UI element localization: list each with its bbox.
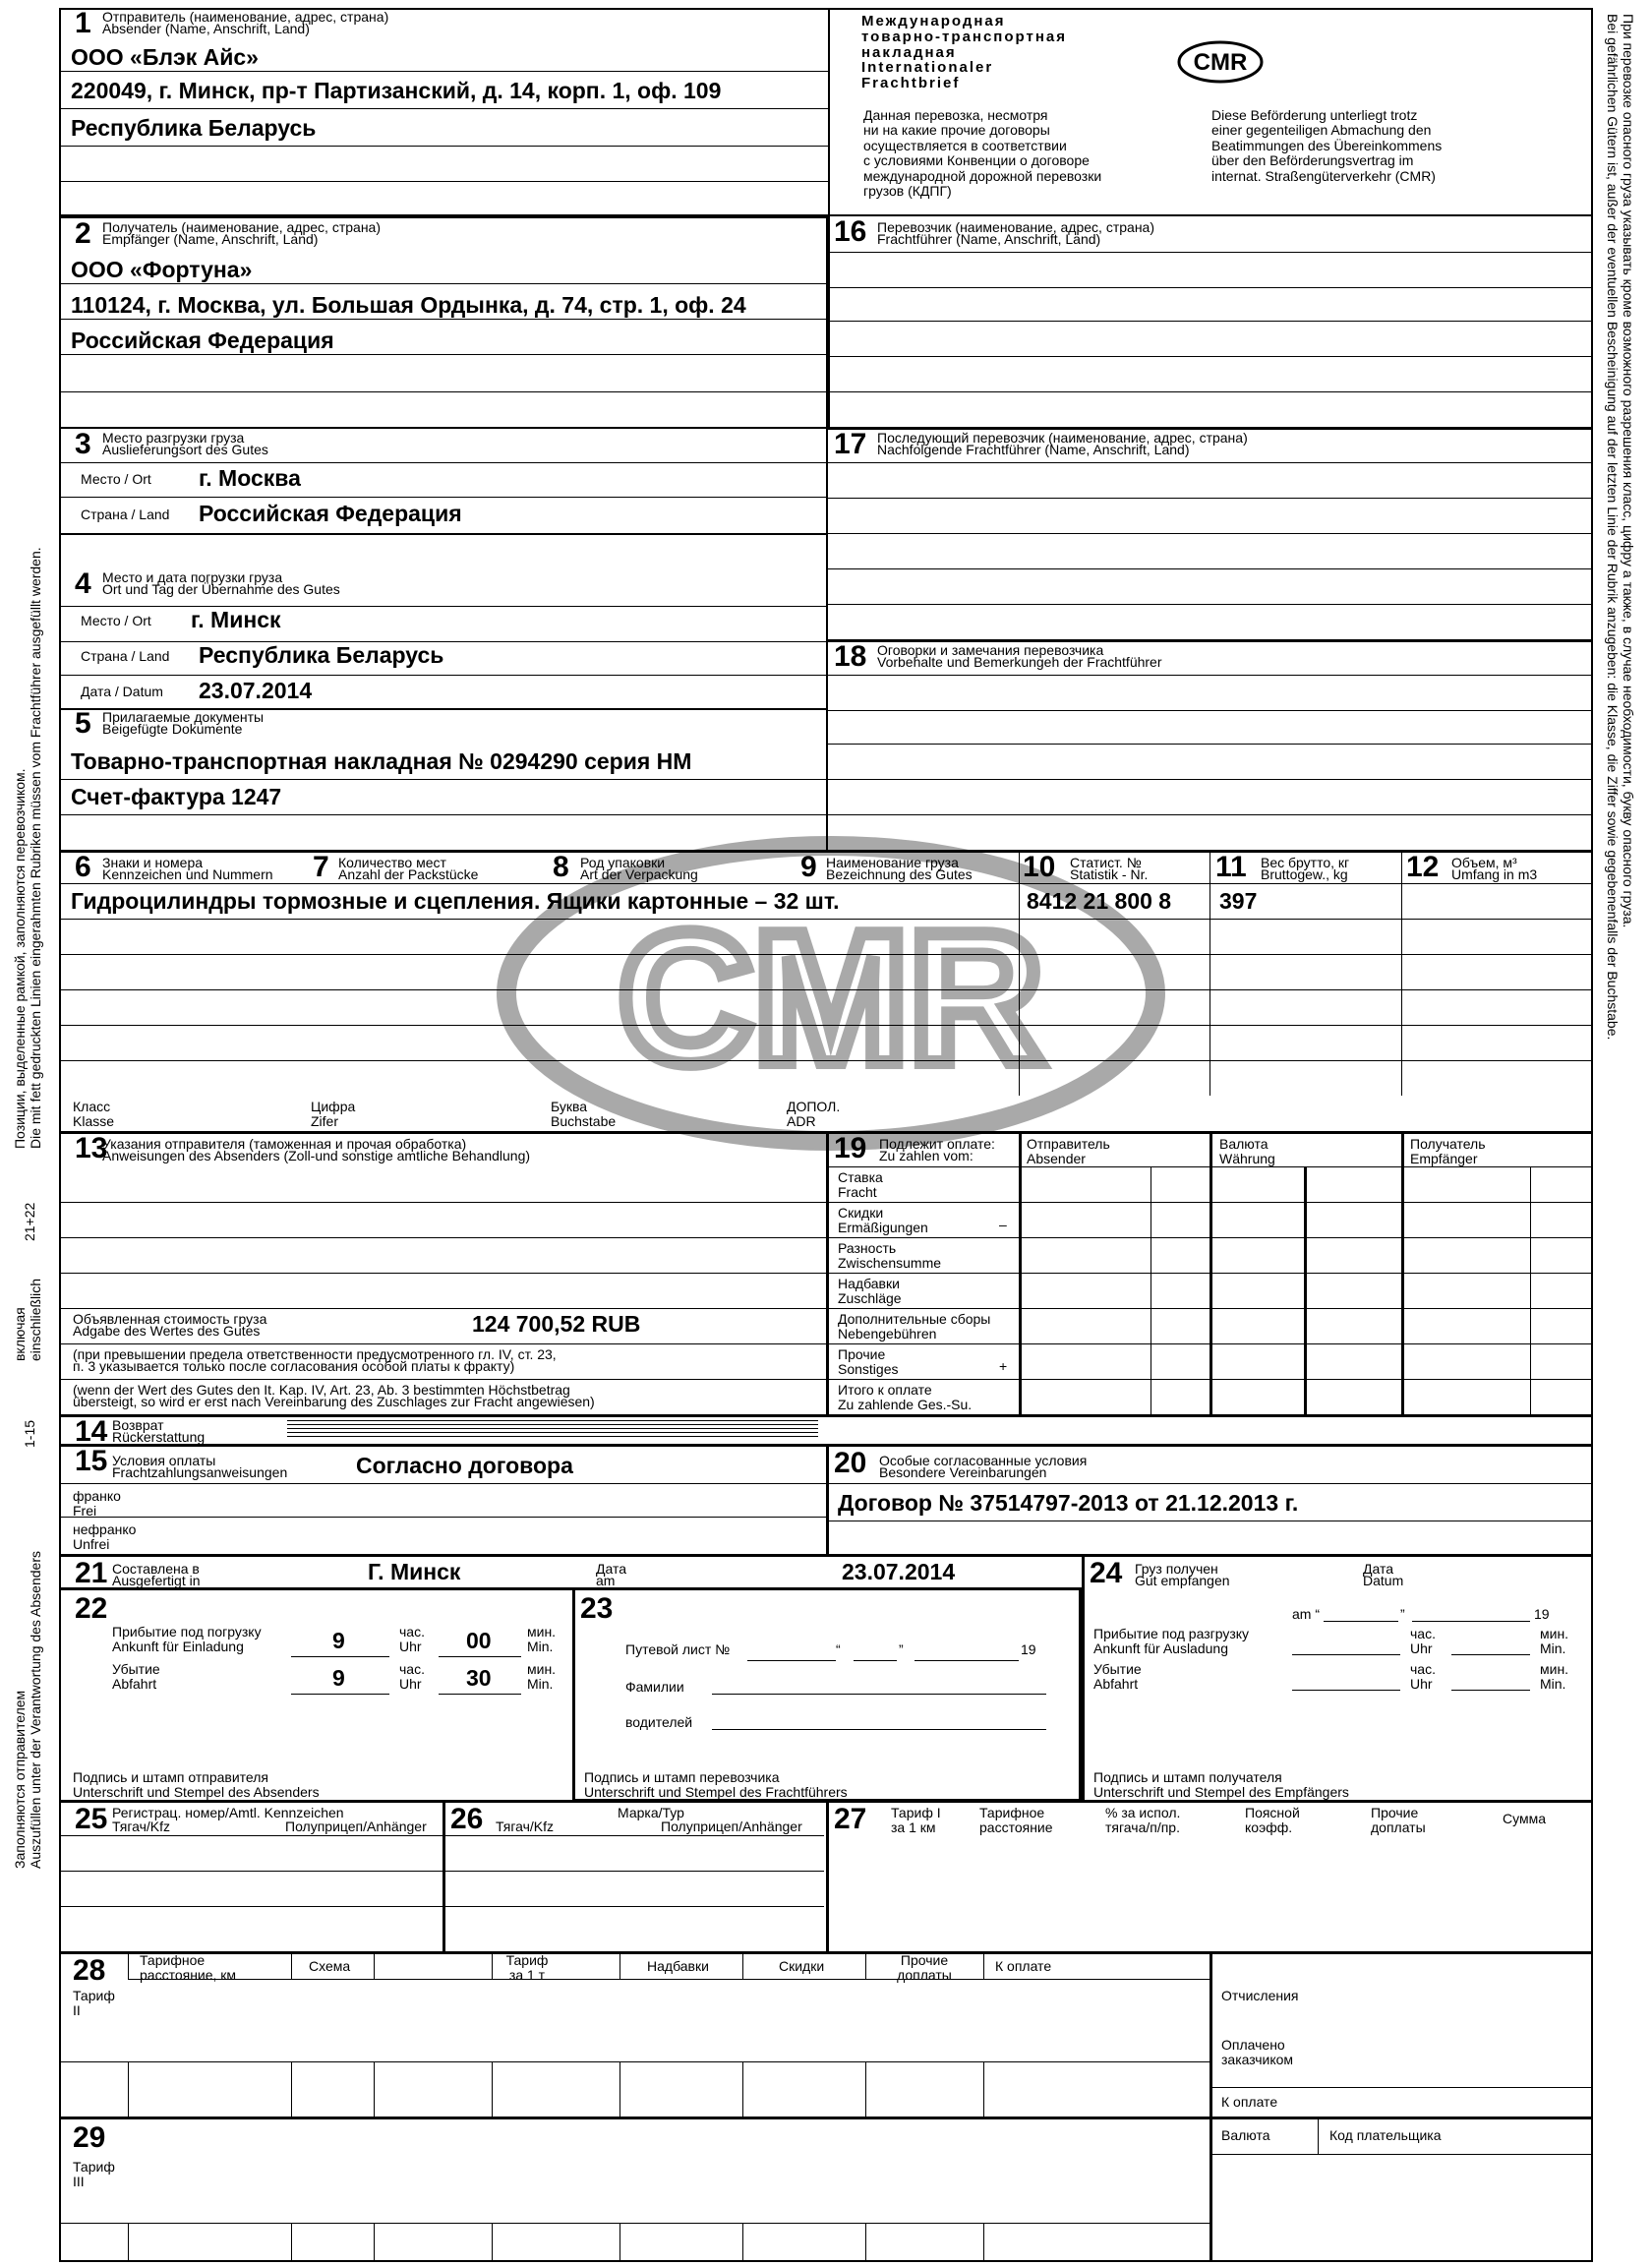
issued-date: 23.07.2014 (842, 1559, 956, 1584)
sender-name: ООО «Блэк Айс» (71, 44, 259, 70)
field-16-label-ru: Перевозчик (наименование, адрес, страна) (877, 219, 1154, 235)
consignee-signature-label: Подпись и штамп получателя Unterschrift und Stempel des Empfängers (1093, 1769, 1349, 1800)
field-14-label-de: Rückerstattung (112, 1429, 206, 1445)
declared-value-label-ru: Объявленная стоимость груза (73, 1311, 267, 1327)
field-15-label-de: Frachtzahlungsanweisungen (112, 1464, 288, 1480)
carrier-signature-label: Подпись и штамп перевозчика Unterschrift und Stempel des Frachtführers (584, 1769, 848, 1800)
field-1-label-de: Absender (Name, Anschrift, Land) (102, 21, 310, 36)
year-suffix: 19 (1534, 1606, 1550, 1622)
field-27-number: 27 (834, 1803, 867, 1835)
usage-percent-header: % за испол. тягача/п/пр. (1105, 1805, 1181, 1835)
arrival-hour: 9 (332, 1628, 345, 1653)
departure-hour: 9 (332, 1665, 345, 1691)
minute-label: мин. Min. (1540, 1626, 1569, 1656)
currency-header: Валюта Währung (1219, 1136, 1275, 1166)
surcharges-header: Надбавки (647, 1958, 709, 1974)
field-4-number: 4 (75, 567, 91, 600)
field-4-date-label: Дата / Datum (81, 684, 163, 699)
to-pay-label: К оплате (1221, 2094, 1278, 2110)
quote-close: ” (1400, 1606, 1405, 1622)
margin-note-left-d: 1-15 (22, 1419, 37, 1448)
charge-row-sign: + (999, 1358, 1008, 1374)
field-9-number: 9 (800, 851, 817, 883)
scheme-header: Схема (309, 1958, 351, 1974)
charge-row: Разность Zwischensumme (838, 1240, 942, 1271)
field-3-country-label: Страна / Land (81, 507, 170, 522)
declared-value-label-de: Adgabe des Wertes des Gutes (73, 1323, 261, 1339)
field-24-label-de: Gut empfangen (1135, 1573, 1230, 1588)
hour-label: час. Uhr (1410, 1661, 1436, 1692)
field-24-number: 24 (1090, 1557, 1123, 1589)
sender-country: Республика Беларусь (71, 115, 317, 141)
deductions-label: Отчисления (1221, 1988, 1299, 2003)
names-label: Фамилии (625, 1679, 684, 1695)
margin-note-left-e: Заполняются отправителем Auszufüllen unter der Verantwortung des Absenders (12, 1551, 44, 1869)
field-5-label-de: Beigefügte Dokumente (102, 721, 243, 737)
consignee-name: ООО «Фортуна» (71, 257, 253, 282)
field-20-number: 20 (834, 1447, 867, 1479)
field-7-number: 7 (313, 851, 329, 883)
field-13-note-2: п. 3 указывается только после согласования особой платы к фракту) (73, 1358, 515, 1374)
field-1-label-ru: Отправитель (наименование, адрес, страна) (102, 9, 389, 25)
field-18-number: 18 (834, 640, 867, 673)
charge-row: Прочие Sonstiges (838, 1346, 899, 1377)
margin-note-left-c: включая einschließlich (12, 1278, 44, 1361)
hour-label: час. Uhr (399, 1661, 425, 1692)
field-14-label-ru: Возврат (112, 1417, 164, 1433)
other-surcharges-header: Прочие доплаты (1371, 1805, 1426, 1835)
field-3-number: 3 (75, 428, 91, 460)
hour-label: час. Uhr (399, 1624, 425, 1654)
charge-row: Надбавки Zuschläge (838, 1276, 902, 1306)
departure-label: Убытие Abfahrt (112, 1661, 160, 1692)
loading-date: 23.07.2014 (199, 678, 313, 703)
hour-label: час. Uhr (1410, 1626, 1436, 1656)
arrival-unloading-label: Прибытие под разгрузку Ankunft für Ausladung (1093, 1626, 1250, 1656)
to-pay-header: К оплате (995, 1958, 1052, 1974)
field-13-label-ru: Указания отправителя (таможенная и прочая обработка) (102, 1136, 467, 1152)
field-24-date-label-ru: Дата (1363, 1561, 1394, 1577)
attached-doc-1: Товарно-транспортная накладная № 0294290 серия НМ (71, 748, 692, 774)
unloading-place: г. Москва (199, 465, 301, 491)
franco-label: франко Frei (73, 1488, 121, 1519)
field-18-label-de: Vorbehalte und Bemerkungeh der Frachtführer (877, 654, 1162, 670)
issued-place: Г. Минск (368, 1559, 461, 1584)
field-28-number: 28 (73, 1954, 106, 1987)
field-17-number: 17 (834, 428, 867, 460)
other-charges-header: Прочие доплаты (897, 1952, 952, 1983)
field-24-date-label-de: Datum (1363, 1573, 1404, 1588)
payer-sender-header: Отправитель Absender (1027, 1136, 1110, 1166)
field-13-note-3: (wenn der Wert des Gutes den It. Kap. IV, Art. 23, Ab. 3 bestimmten Höchstbetrag (73, 1382, 570, 1398)
tariff-1-header: Тариф I за 1 км (891, 1805, 941, 1835)
drivers-label: водителей (625, 1714, 693, 1730)
tariff-2-label: Тариф II (73, 1988, 115, 2018)
adr-additional: ДОПОЛ. ADR (787, 1099, 841, 1129)
discounts-header: Скидки (779, 1958, 825, 1974)
field-21-label-de: Ausgefertigt in (112, 1573, 201, 1588)
special-agreements: Договор № 37514797-2013 от 21.12.2013 г. (838, 1490, 1299, 1516)
attached-doc-2: Счет-фактура 1247 (71, 784, 282, 809)
field-25-trailer: Полуприцеп/Anhänger (285, 1819, 427, 1834)
adr-letter: Буква Buchstabe (551, 1099, 617, 1129)
waybill-label: Путевой лист № (625, 1641, 731, 1657)
field-7-label-de: Anzahl der Packstücke (338, 866, 479, 882)
nonfranco-label: нефранко Unfrei (73, 1521, 137, 1552)
field-4-label-de: Ort und Tag der Übernahme des Gutes (102, 581, 340, 597)
field-8-label-de: Art der Verpackung (580, 866, 698, 882)
field-9-label-ru: Наименование груза (826, 855, 959, 870)
field-11-number: 11 (1215, 851, 1247, 883)
field-21-date-label-de: am (596, 1573, 616, 1588)
charge-row: Скидки Ermäßigungen (838, 1205, 928, 1235)
minute-label: мин. Min. (527, 1624, 557, 1654)
field-13-note-4: übersteigt, so wird er erst nach Vereinbarung des Zuschlages zur Fracht angewiesen) (73, 1394, 595, 1409)
field-29-number: 29 (73, 2121, 106, 2154)
charge-row: Дополнительные сборы Nebengebühren (838, 1311, 991, 1342)
field-26-number: 26 (450, 1803, 484, 1835)
field-26-model: Марка/Тур (618, 1805, 684, 1820)
tariff-distance-km-header: Тарифное расстояние, км (140, 1952, 237, 1983)
field-20-label-de: Besondere Vereinbarungen (879, 1464, 1047, 1480)
minute-label: мин. Min. (1540, 1661, 1569, 1692)
field-11-label-ru: Вес брутто, кг (1261, 855, 1350, 870)
header-title: Международная товарно-транспортная накладная Internationaler Frachtbrief (861, 13, 1067, 91)
currency-label: Валюта (1221, 2127, 1270, 2143)
field-20-label-ru: Особые согласованные условия (879, 1453, 1088, 1468)
declared-value: 124 700,52 RUB (472, 1311, 641, 1337)
payment-terms: Согласно договора (356, 1453, 573, 1478)
field-8-label-ru: Род упаковки (580, 855, 666, 870)
field-1-number: 1 (75, 7, 91, 39)
sender-signature-label: Подпись и штамп отправителя Unterschrift und Stempel des Absenders (73, 1769, 320, 1800)
field-5-label-ru: Прилагаемые документы (102, 709, 265, 725)
unloading-country: Российская Федерация (199, 501, 462, 526)
field-17-label-de: Nachfolgende Frachtführer (Name, Anschrift, Land) (877, 442, 1190, 457)
field-10-label-ru: Статист. № (1070, 855, 1142, 870)
margin-note-right: При перевозке опасного груза указывать кроме возможного разрешения класс, цифру а также, в случае необходимости, букву опасного груза. Bei gefährlichen Gütern ist, außer der eventuellen Bescheinigung auf der letzten Linie der Rubrik anzugeben: die Klasse, die Ziffer sowie gegebenenfalls der Buchstabe. (1604, 14, 1636, 1041)
field-15-number: 15 (75, 1445, 108, 1477)
field-25-label: Регистрац. номер/Amtl. Kennzeichen (112, 1805, 344, 1820)
field-19-label-ru: Подлежит оплате: (879, 1136, 995, 1152)
consignee-address: 110124, г. Москва, ул. Большая Ордынка, д. 74, стр. 1, оф. 24 (71, 292, 746, 318)
minute-label: мин. Min. (527, 1661, 557, 1692)
field-19-number: 19 (834, 1132, 867, 1164)
svg-text:CMR: CMR (1193, 49, 1248, 76)
field-3-place-label: Место / Ort (81, 471, 151, 487)
consignee-country: Российская Федерация (71, 328, 334, 353)
field-4-label-ru: Место и дата погрузки груза (102, 569, 283, 585)
field-16-number: 16 (834, 215, 867, 248)
quote-close: ” (899, 1641, 904, 1657)
tariff-distance-header: Тарифное расстояние (979, 1805, 1053, 1835)
loading-place: г. Минск (191, 607, 281, 632)
charge-row-sign: – (999, 1217, 1007, 1232)
departure-label: Убытие Abfahrt (1093, 1661, 1142, 1692)
field-15-label-ru: Условия оплаты (112, 1453, 216, 1468)
payer-consignee-header: Получатель Empfänger (1410, 1136, 1486, 1166)
field-13-label-de: Anweisungen des Absenders (Zoll-und sonstige amtliche Behandlung) (102, 1148, 531, 1163)
goods-gross-weight: 397 (1219, 888, 1258, 914)
field-14-number: 14 (75, 1415, 108, 1448)
field-17-label-ru: Последующий перевозчик (наименование, адрес, страна) (877, 430, 1248, 446)
goods-stat-number: 8412 21 800 8 (1027, 888, 1172, 914)
field-12-number: 12 (1406, 851, 1440, 883)
field-4-country-label: Страна / Land (81, 648, 170, 664)
charge-row: Итого к оплате Zu zahlende Ges.-Su. (838, 1382, 973, 1412)
charge-row: Ставка Fracht (838, 1169, 883, 1200)
received-date-am: am “ (1292, 1606, 1320, 1622)
field-3-label-de: Auslieferungsort des Gutes (102, 442, 268, 457)
field-26-tractor: Тягач/Kfz (496, 1819, 555, 1834)
watermark-text: CMR (618, 894, 1044, 1103)
arrival-loading-label: Прибытие под погрузку Ankunft für Einladung (112, 1624, 262, 1654)
field-25-tractor: Тягач/Kfz (112, 1819, 171, 1834)
field-3-label-ru: Место разгрузки груза (102, 430, 245, 446)
field-26-trailer: Полуприцеп/Anhänger (661, 1819, 802, 1834)
field-21-date-label-ru: Дата (596, 1561, 627, 1577)
field-19-label-de: Zu zahlen vom: (879, 1148, 974, 1163)
header-note-ru: Данная перевозка, несмотря ни на какие прочие договоры осуществляется в соответствии с условиями Конвенции о договоре международной дорожной перевозки грузов (КДПГ) (863, 107, 1102, 199)
field-21-label-ru: Составлена в (112, 1561, 200, 1577)
loading-country: Республика Беларусь (199, 642, 444, 668)
cmr-logo (1176, 39, 1265, 85)
paid-by-customer-label: Оплачено заказчиком (1221, 2037, 1294, 2067)
field-2-label-de: Empfänger (Name, Anschrift, Land) (102, 231, 319, 247)
departure-minute: 30 (466, 1665, 492, 1691)
field-13-note-1: (при превышении предела ответственности предусмотренного гл. IV, ст. 23, (73, 1346, 557, 1362)
field-6-number: 6 (75, 851, 91, 883)
field-22-number: 22 (75, 1592, 108, 1625)
field-11-label-de: Bruttogew., kg (1261, 866, 1348, 882)
margin-note-left-b: 21+22 (22, 1202, 37, 1241)
field-13-number: 13 (75, 1132, 108, 1164)
field-10-number: 10 (1023, 851, 1056, 883)
tariff-3-label: Тариф III (73, 2159, 115, 2189)
sender-address: 220049, г. Минск, пр-т Партизанский, д. 14, корп. 1, оф. 109 (71, 78, 722, 103)
field-16-label-de: Frachtführer (Name, Anschrift, Land) (877, 231, 1101, 247)
sum-header: Сумма (1503, 1811, 1546, 1826)
field-2-label-ru: Получатель (наименование, адрес, страна) (102, 219, 381, 235)
quote-open: “ (836, 1641, 841, 1657)
field-6-label-ru: Знаки и номера (102, 855, 204, 870)
field-2-number: 2 (75, 217, 91, 250)
field-24-label-ru: Груз получен (1135, 1561, 1218, 1577)
field-12-label-de: Umfang in m3 (1451, 866, 1538, 882)
margin-note-left-a: Позиции, выделенные рамкой, заполняются перевозчиком. Die mit fett gedruckten Linien eingerahmten Rubriken müssen vom Frachtführer ausgefüllt werden. (12, 547, 44, 1149)
field-12-label-ru: Объем, м³ (1451, 855, 1517, 870)
year-suffix: 19 (1021, 1641, 1036, 1657)
field-7-label-ru: Количество мест (338, 855, 446, 870)
header-note-de: Diese Beförderung unterliegt trotz einer gegenteiligen Abmachung den Beatimmungen des Übereinkommens über den Beförderungsvertrag im internat. Straßengüterverkehr (CMR) (1211, 107, 1443, 184)
payer-code-label: Код плательщика (1329, 2127, 1442, 2143)
field-21-number: 21 (75, 1557, 108, 1589)
field-8-number: 8 (553, 851, 569, 883)
zone-coefficient-header: Поясной коэфф. (1245, 1805, 1300, 1835)
field-6-label-de: Kennzeichen und Nummern (102, 866, 273, 882)
field-9-label-de: Bezeichnung des Gutes (826, 866, 973, 882)
goods-description: Гидроцилиндры тормозные и сцепления. Ящики картонные – 32 шт. (71, 888, 840, 914)
tariff-per-ton-header: Тариф за 1 т (505, 1952, 549, 1983)
adr-figure: Цифра Zifer (311, 1099, 356, 1129)
arrival-minute: 00 (466, 1628, 492, 1653)
adr-class: Класс Klasse (73, 1099, 115, 1129)
field-23-number: 23 (580, 1592, 614, 1625)
field-10-label-de: Statistik - Nr. (1070, 866, 1149, 882)
field-25-number: 25 (75, 1803, 108, 1835)
field-18-label-ru: Оговорки и замечания перевозчика (877, 642, 1104, 658)
field-4-place-label: Место / Ort (81, 613, 151, 628)
field-5-number: 5 (75, 707, 91, 740)
